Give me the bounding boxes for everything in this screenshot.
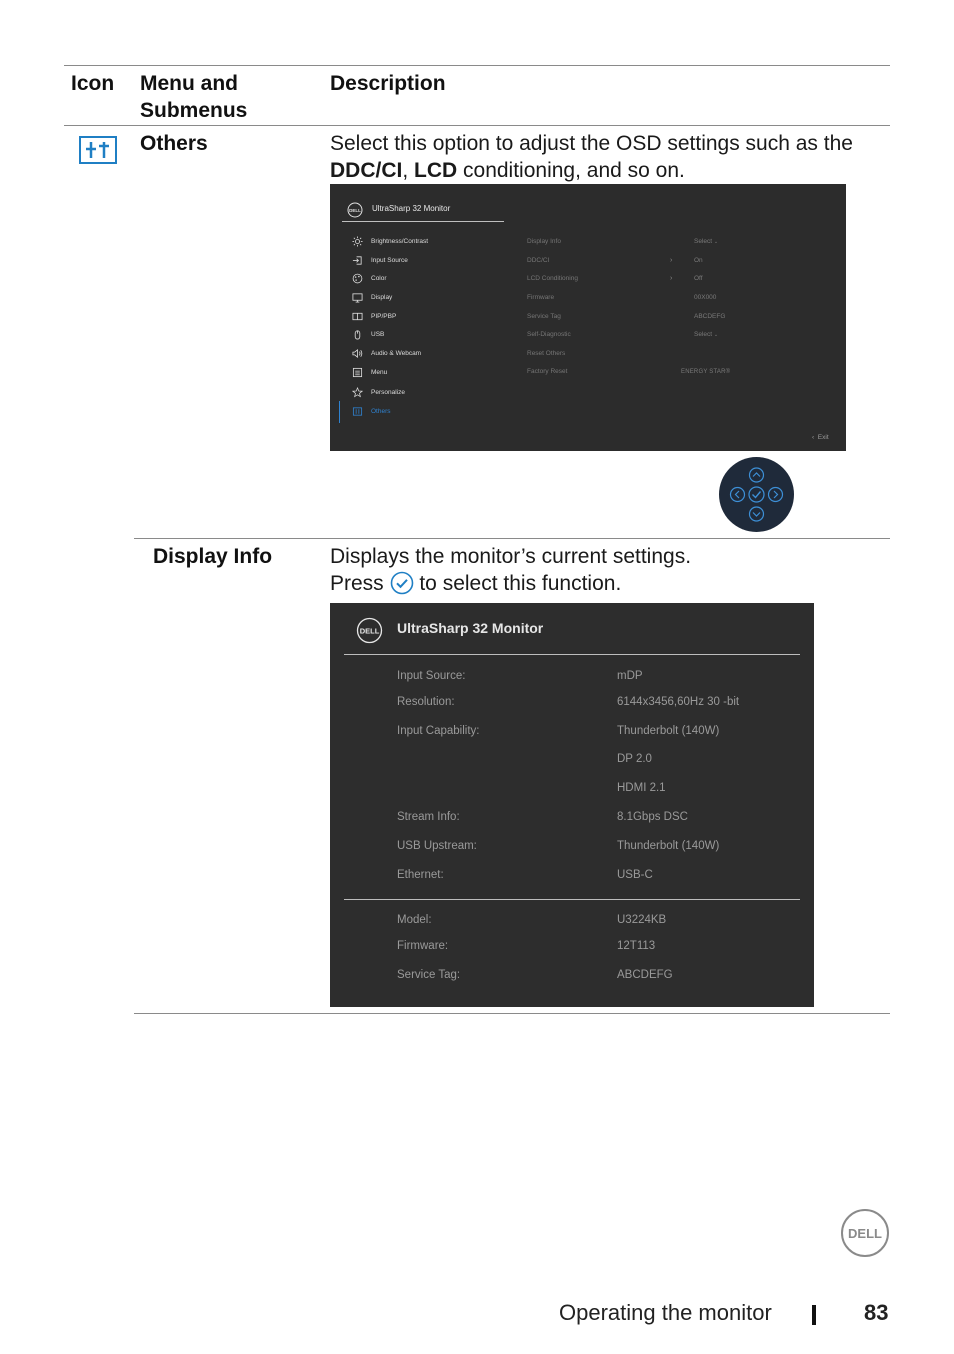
osd-di-mid-rule (344, 899, 800, 900)
di-value-input-source: mDP (617, 670, 643, 682)
osd-menu-color[interactable]: Color (352, 272, 502, 286)
pip-pbp-icon (352, 311, 363, 322)
svg-text:DELL: DELL (848, 1226, 882, 1241)
header-bottom-rule (64, 125, 890, 126)
osd-menu-others[interactable]: Others (352, 405, 502, 419)
di-value-ethernet: USB-C (617, 869, 653, 881)
chevron-right-icon: › (670, 257, 673, 264)
chevron-right-icon: › (670, 275, 673, 282)
osd-val-self-diagnostic: Select ⌄ (694, 331, 719, 338)
di-value-resolution: 6144x3456,60Hz 30 -bit (617, 696, 740, 708)
di-value-input-capability-2: DP 2.0 (617, 753, 652, 765)
up-arrow-icon[interactable] (750, 468, 764, 482)
osd-di-title-rule (344, 654, 800, 655)
di-value-usb-upstream: Thunderbolt (140W) (617, 840, 720, 852)
energy-star-label: ENERGY STAR® (681, 369, 731, 375)
dell-logo-icon (347, 202, 363, 218)
speaker-icon (352, 348, 363, 359)
di-value-stream-info: 8.1Gbps DSC (617, 811, 688, 823)
osd-val-lcd-conditioning: Off (694, 275, 703, 282)
osd-active-indicator (339, 401, 340, 423)
osd-sub-ddcci[interactable]: DDC/CI (527, 257, 550, 264)
display-info-description-line2: Press to select this function. (330, 572, 622, 595)
osd-di-title: UltraSharp 32 Monitor (397, 620, 544, 636)
di-label-service-tag: Service Tag: (397, 969, 461, 981)
usb-mouse-icon (352, 329, 363, 340)
osd-title: UltraSharp 32 Monitor (372, 204, 451, 213)
di-value-input-capability-3: HDMI 2.1 (617, 782, 666, 794)
menu-others: Others (140, 132, 208, 155)
di-value-service-tag: ABCDEFG (617, 969, 673, 981)
osd-menu-brightness[interactable]: Brightness/Contrast (352, 235, 502, 249)
chevron-left-icon: ‹ (812, 434, 815, 441)
page-number: 83 (864, 1300, 889, 1325)
di-label-input-capability: Input Capability: (397, 725, 480, 737)
osd-sub-reset-others[interactable]: Reset Others (527, 350, 566, 357)
joystick-control (719, 457, 794, 532)
di-label-stream-info: Stream Info: (397, 811, 460, 823)
di-value-firmware: 12T113 (617, 940, 656, 952)
osd-sub-display-info[interactable]: Display Info (527, 238, 561, 245)
star-icon (352, 387, 363, 398)
osd-others-screenshot (330, 184, 846, 451)
osd-exit-button[interactable]: ‹ Exit (812, 434, 829, 441)
others-sliders-icon (79, 136, 117, 164)
menu-display-info: Display Info (153, 545, 273, 568)
header-description: Description (330, 72, 446, 95)
osd-menu-audio-webcam[interactable]: Audio & Webcam (352, 347, 502, 361)
di-value-input-capability-1: Thunderbolt (140W) (617, 725, 720, 737)
svg-text:DELL: DELL (359, 626, 380, 636)
di-label-input-source: Input Source: (397, 670, 466, 682)
menu-icon (352, 367, 363, 378)
display-info-description-line1: Displays the monitor’s current settings. (330, 545, 692, 568)
display-icon (352, 292, 363, 303)
osd-menu-usb[interactable]: USB (352, 328, 502, 342)
header-menu: Menu and Submenus (140, 72, 248, 122)
osd-sub-service-tag: Service Tag (527, 313, 561, 320)
table-top-rule (64, 65, 890, 66)
osd-val-ddcci: On (694, 257, 703, 264)
others-description: Select this option to adjust the OSD settings such as the DDC/CI, LCD conditioning, and so on. (330, 132, 853, 182)
di-label-usb-upstream: USB Upstream: (397, 840, 477, 852)
footer-section-title: Operating the monitor (559, 1300, 772, 1325)
right-arrow-icon[interactable] (769, 488, 783, 502)
table-bottom-rule (134, 1013, 890, 1014)
osd-sub-factory-reset[interactable]: Factory Reset (527, 368, 568, 375)
di-label-resolution: Resolution: (397, 696, 455, 708)
dell-logo-icon (840, 1208, 890, 1258)
check-circle-icon (390, 571, 414, 595)
dell-logo-icon (356, 617, 383, 644)
osd-sub-lcd-conditioning[interactable]: LCD Conditioning (527, 275, 578, 282)
check-icon[interactable] (749, 487, 764, 502)
input-source-icon (352, 255, 363, 266)
osd-val-firmware: 00X000 (694, 294, 717, 301)
osd-menu-input-source[interactable]: Input Source (352, 254, 502, 268)
osd-sub-self-diagnostic[interactable]: Self-Diagnostic (527, 331, 571, 338)
others-icon (352, 406, 363, 417)
left-arrow-icon[interactable] (731, 488, 745, 502)
osd-menu-pip-pbp[interactable]: PIP/PBP (352, 310, 502, 324)
down-arrow-icon[interactable] (750, 507, 764, 521)
osd-menu-display[interactable]: Display (352, 291, 502, 305)
osd-title-underline (342, 221, 504, 222)
header-icon: Icon (71, 72, 115, 95)
di-label-firmware: Firmware: (397, 940, 449, 952)
di-value-model: U3224KB (617, 914, 667, 926)
di-label-model: Model: (397, 914, 432, 926)
di-label-ethernet: Ethernet: (397, 869, 444, 881)
osd-menu-menu[interactable]: Menu (352, 366, 502, 380)
brightness-icon (352, 236, 363, 247)
osd-val-display-info: Select ⌄ (694, 238, 719, 245)
row-separator (134, 538, 890, 539)
osd-sub-firmware: Firmware (527, 294, 555, 301)
svg-text:DELL: DELL (349, 208, 361, 213)
footer-divider (812, 1305, 816, 1325)
osd-val-service-tag: ABCDEFG (694, 313, 726, 320)
color-palette-icon (352, 273, 363, 284)
osd-menu-personalize[interactable]: Personalize (352, 386, 502, 400)
osd-display-info-screenshot (330, 603, 814, 1007)
